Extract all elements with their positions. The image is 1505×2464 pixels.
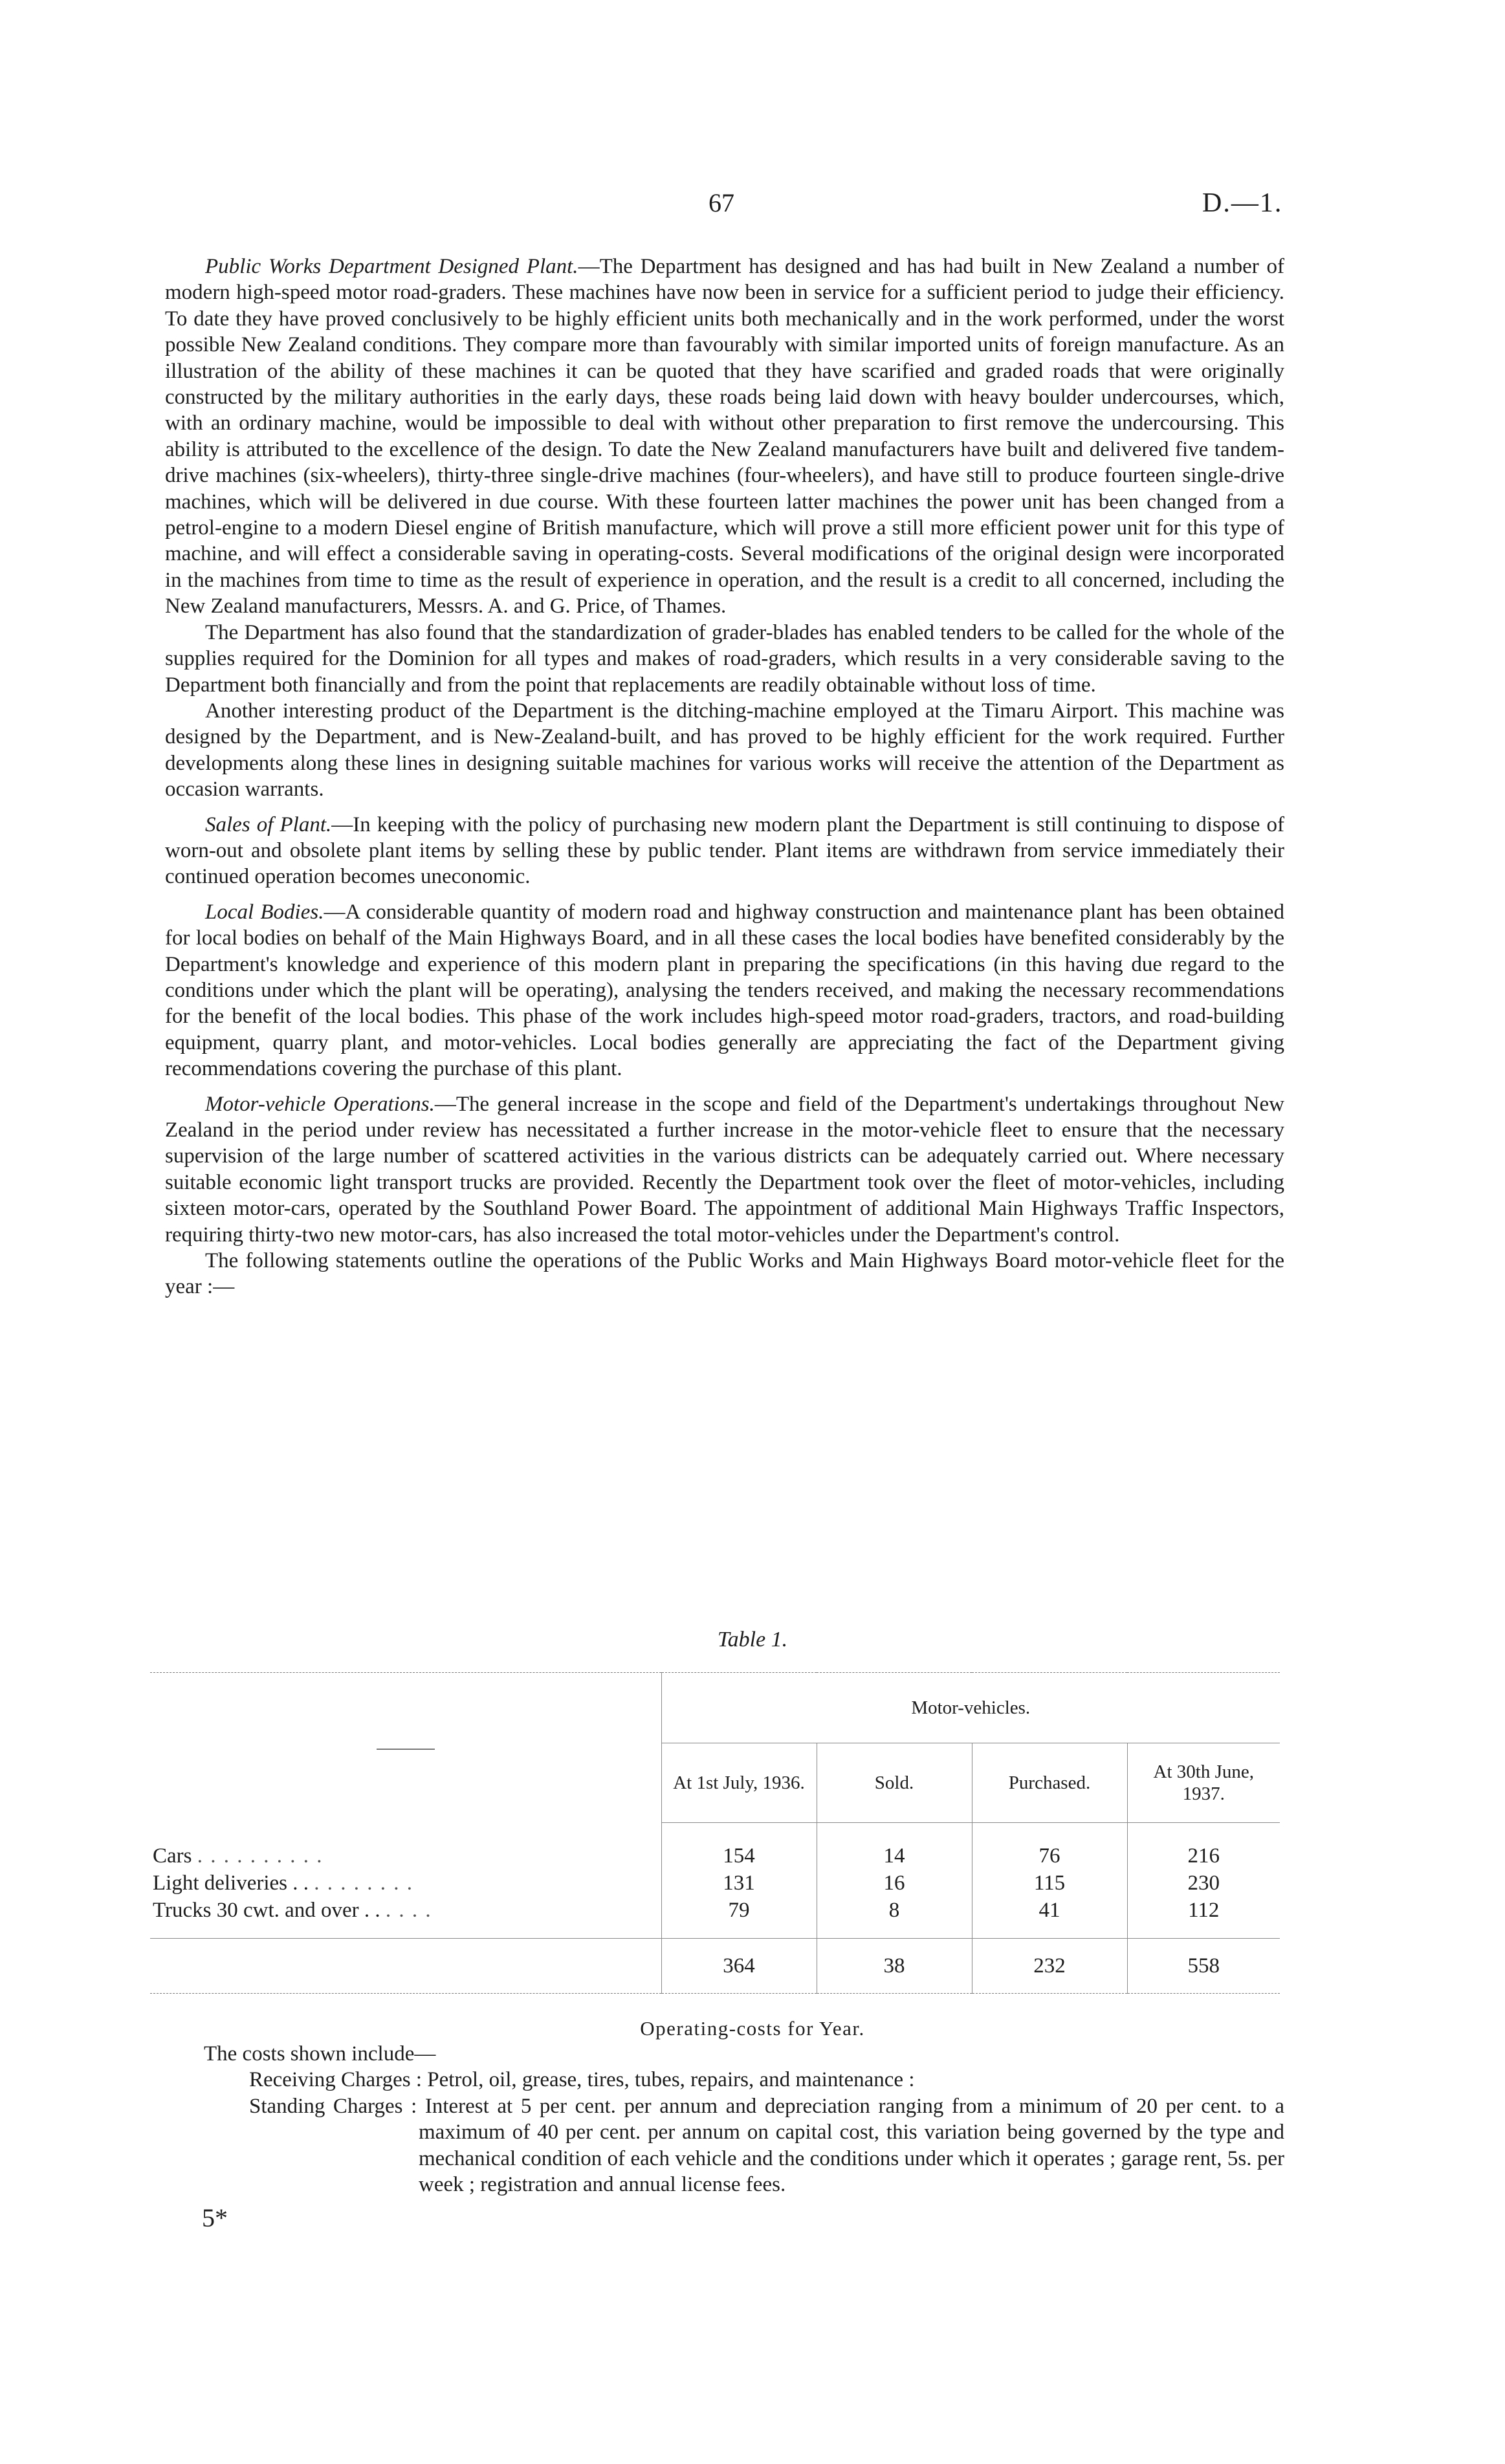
- stub-dash: [377, 1749, 435, 1750]
- leader-dots: . . . .: [385, 1898, 432, 1922]
- text-plant: —The Department has designed and has had built in New Zealand a number of modern high-speed motor road-graders. These machines have now been in service for a sufficient period to judge their efficiency. To date they have proved conclusively to be highly efficient units both mechanically and in the work performed, under the worst possible New Zealand conditions. They compare more than favourably with similar imported units of foreign manufacture. As an illustration of the ability of these machines it can be quoted that they have scarified and graded roads that were originally constructed by the military authorities in the early days, these roads being laid down with heavy boulder undercourses, which, with an ordinary machine, would be impossible to deal with without other preparation to first remove the undercoursing. This ability is attributed to the excellence of the design. To date the New Zealand manufacturers have built and delivered five tandem-drive machines (six-wheelers), thirty-three single-drive machines (four-wheelers), and have still to produce fourteen single-drive machines, which will be delivered in due course. With these fourteen latter machines the power unit has been changed from a petrol-engine to a modern Diesel engine of British manufacture, which will prove a still more efficient power unit for this type of machine, and will effect a considerable saving in operating-costs. Several modifications of the original design were incorporated in the machines from time to time as the result of experience in operation, and the result is a credit to all concerned, including the New Zealand manufacturers, Messrs. A. and G. Price, of Thames.: [165, 255, 1284, 618]
- table-caption: Table 1.: [717, 1628, 788, 1652]
- table-cell: 8: [817, 1897, 972, 1924]
- paragraph-local-bodies: [165, 899, 1284, 1082]
- totals-row: [150, 1938, 1280, 1993]
- paragraph-motor-vehicles: [165, 1091, 1284, 1248]
- row-label: Cars: [153, 1844, 192, 1868]
- table-row: [150, 1897, 1280, 1924]
- total-cell: 38: [817, 1938, 972, 1993]
- signature-mark: 5*: [202, 2203, 228, 2232]
- document-reference: D.—1.: [1202, 188, 1283, 218]
- table-cell: 230: [1127, 1870, 1280, 1897]
- table-cell: 154: [661, 1842, 817, 1870]
- text-sales: —In keeping with the policy of purchasing new modern plant the Department is still continuing to dispose of worn-out and obsolete plant items by selling these by public tender. Plant items are withdrawn from service immediately their continued operation becomes uneconomic.: [165, 812, 1284, 889]
- total-cell: 558: [1127, 1938, 1280, 1993]
- receiving-charges: [204, 2067, 1284, 2093]
- paragraph-sales: [165, 812, 1284, 890]
- group-header: Motor-vehicles.: [661, 1673, 1280, 1743]
- paragraph-plant: [165, 254, 1284, 620]
- column-header: At 30th June, 1937.: [1127, 1743, 1280, 1823]
- column-header: At 1st July, 1936.: [661, 1743, 817, 1823]
- operating-costs-section: [204, 2041, 1284, 2197]
- paragraph-statements: The following statements outline the operations of the Public Works and Main Highways Board motor-vehicle fleet for the year :—: [165, 1249, 1284, 1299]
- total-cell: 232: [972, 1938, 1127, 1993]
- total-cell: 364: [661, 1938, 817, 1993]
- column-header: Purchased.: [972, 1743, 1127, 1823]
- table-row: [150, 1870, 1280, 1897]
- standing-charges: [204, 2093, 1284, 2198]
- paragraph-ditching-machine: Another interesting product of the Department is the ditching-machine employed at the Timaru Airport. This machine was designed by the Department, and is New-Zealand-built, and has proved to be highly efficient for the work required. Further developments along these lines in designing suitable machines for various works will receive the attention of the Department as occasion warrants.: [165, 699, 1284, 801]
- leader-dots: . . . . . . . . . .: [197, 1844, 324, 1868]
- standing-label: Standing Charges :: [249, 2094, 417, 2118]
- stub-header: [150, 1673, 661, 1823]
- page-number: 67: [709, 188, 734, 217]
- row-label: Light deliveries . .: [153, 1871, 309, 1895]
- receiving-label: Receiving Charges :: [249, 2068, 422, 2092]
- heading-sales: Sales of Plant.: [205, 812, 332, 836]
- table-cell: 112: [1127, 1897, 1280, 1924]
- table-cell: 79: [661, 1897, 817, 1924]
- table-cell: 16: [817, 1870, 972, 1897]
- text-local-bodies: —A considerable quantity of modern road and highway construction and maintenance plant has been obtained for local bodies on behalf of the Main Highways Board, and in all these cases the local bodies have benefited considerably by the Department's knowledge and experience of this modern plant in preparing the specifications (in this having due regard to the conditions under which the plant will be operating), analysing the tenders received, and making the necessary recommendations for the benefit of the local bodies. This phase of the work includes high-speed motor road-graders, tractors, and road-building equipment, quarry plant, and motor-vehicles. Local bodies generally are appreciating the fact of the Department giving recommendations covering the purchase of this plant.: [165, 900, 1285, 1081]
- motor-vehicles-table: [150, 1672, 1280, 1994]
- heading-plant: Public Works Department Designed Plant.: [205, 255, 578, 278]
- row-label: Trucks 30 cwt. and over . .: [153, 1898, 380, 1922]
- operating-costs-heading: Operating-costs for Year.: [640, 2017, 865, 2040]
- body-text: [165, 254, 1284, 1300]
- table-cell: 41: [972, 1897, 1127, 1924]
- standing-text: Interest at 5 per cent. per annum and depreciation ranging from a minimum of 20 per cent. to a maximum of 40 per cent. per annum on capital cost, this variation being governed by the type and mechanical condition of each vehicle and the conditions under which it operates ; garage rent, 5s. per week ; registration and annual license fees.: [419, 2094, 1285, 2197]
- table-cell: 115: [972, 1870, 1127, 1897]
- heading-motor-vehicles: Motor-vehicle Operations.: [205, 1092, 435, 1116]
- table-cell: 14: [817, 1842, 972, 1870]
- table-cell: 76: [972, 1842, 1127, 1870]
- column-header: Sold.: [817, 1743, 972, 1823]
- table-cell: 131: [661, 1870, 817, 1897]
- leader-dots: . . . . . . . .: [314, 1871, 414, 1895]
- paragraph-grader-blades: The Department has also found that the standardization of grader-blades has enabled tenders to be called for the whole of the supplies required for the Dominion for all types and makes of road-graders, which results in a very considerable saving to the Department both financially and from the point that replacements are readily obtainable without loss of time.: [165, 620, 1284, 697]
- heading-local-bodies: Local Bodies.: [205, 900, 324, 924]
- text-motor-vehicles: —The general increase in the scope and field of the Department's undertakings throughout New Zealand in the period under review has necessitated a further increase in the motor-vehicle fleet to ensure that the necessary supervision of the large number of scattered activities in the various districts can be adequately carried out. Where necessary suitable economic light transport trucks are provided. Recently the Department took over the fleet of motor-vehicles, including sixteen motor-cars, operated by the Southland Power Board. The appointment of additional Main Highways Traffic Inspectors, requiring thirty-two new motor-cars, has also increased the total motor-vehicles under the Department's control.: [165, 1092, 1284, 1247]
- table-row: [150, 1842, 1280, 1870]
- receiving-text: Petrol, oil, grease, tires, tubes, repairs, and maintenance :: [427, 2068, 915, 2092]
- costs-intro: The costs shown include—: [204, 2042, 436, 2066]
- table-cell: 216: [1127, 1842, 1280, 1870]
